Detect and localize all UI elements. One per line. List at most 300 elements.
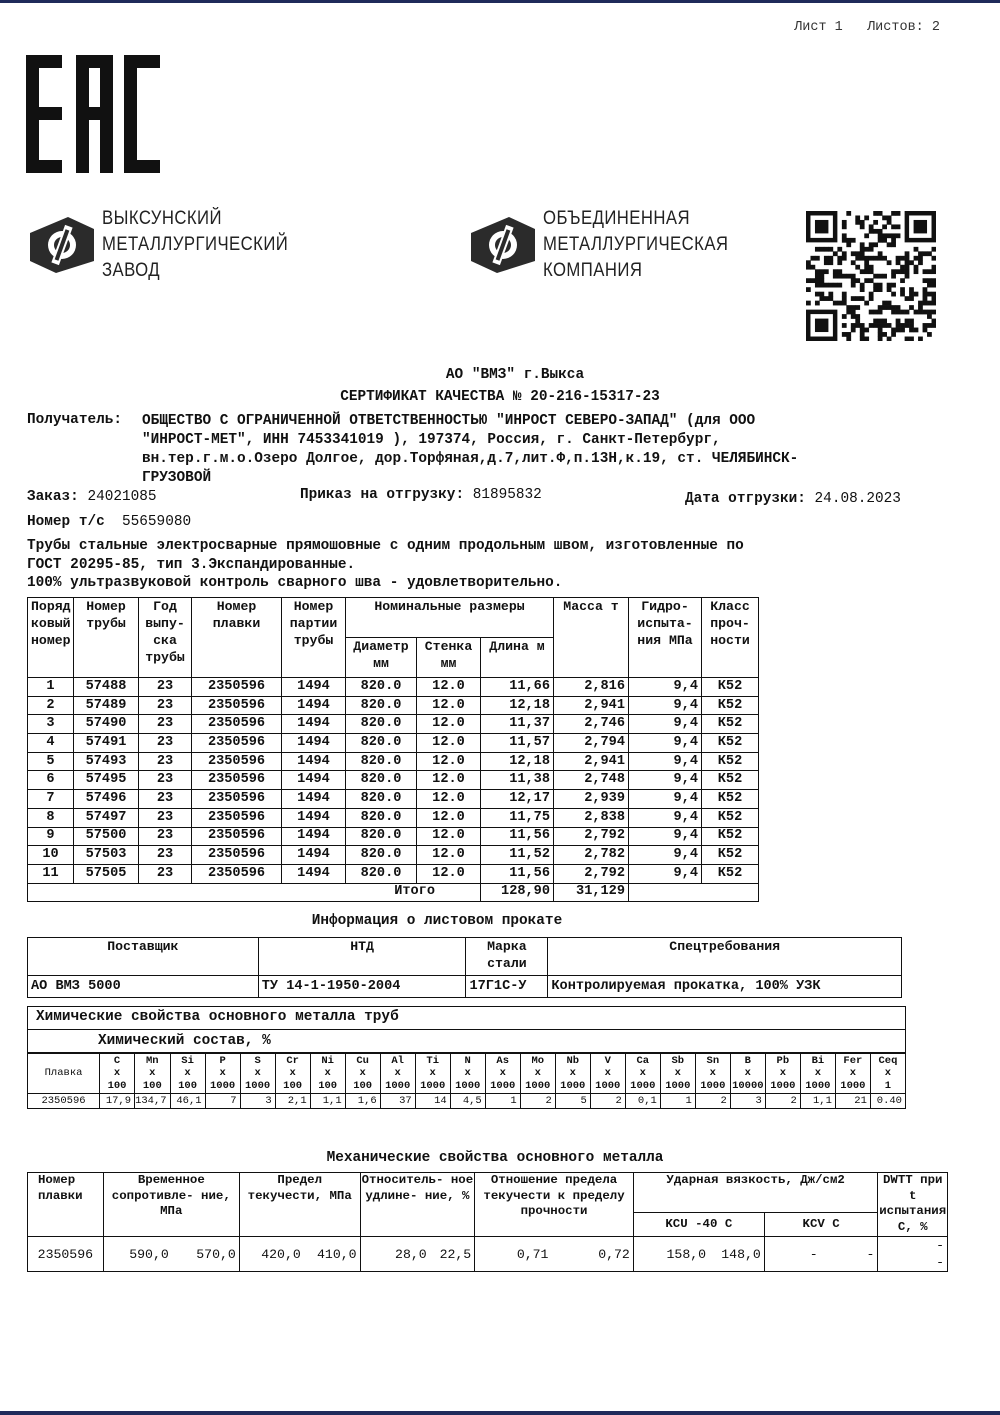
pipe-cell: К52 — [702, 696, 759, 715]
pipe-cell: К52 — [702, 715, 759, 734]
chem-element-el: Fer — [843, 1054, 863, 1067]
pipe-cell: К52 — [702, 808, 759, 827]
pipe-cell: 12.0 — [417, 864, 481, 883]
chem-element-value: 17,9 — [100, 1094, 135, 1109]
pipe-cell: 1494 — [282, 827, 346, 846]
pipe-cell: 820.0 — [346, 790, 417, 809]
sheet-counter — [794, 20, 940, 35]
chem-element-header — [415, 1054, 450, 1094]
pipe-cell: 2,941 — [554, 752, 629, 771]
chem-element-value: 2 — [695, 1094, 730, 1109]
chem-element-el: Si — [181, 1054, 194, 1067]
pipe-cell: 23 — [139, 864, 192, 883]
chem-element-value: 0,1 — [625, 1094, 660, 1109]
description-line-3: 100% ультразвуковой контроль сварного шва - удовлетворительно. — [27, 575, 563, 591]
chem-element-d: 1000 — [490, 1079, 516, 1092]
order-number — [27, 489, 157, 505]
chem-element-d: 100 — [318, 1079, 338, 1092]
mech-ratio-2: 0,72 — [551, 1237, 633, 1272]
pipe-cell: 1494 — [282, 752, 346, 771]
chem-title-box — [27, 1006, 906, 1030]
pipe-cell: 1494 — [282, 734, 346, 753]
col-header-diameter: Диаметр мм — [346, 638, 417, 678]
chem-element-header — [660, 1054, 695, 1094]
pipe-cell: 8 — [28, 808, 74, 827]
description-line-2: ГОСТ 20295-85, тип 3.Экспандированные. — [27, 556, 356, 573]
chem-element-d: 1000 — [595, 1079, 621, 1092]
pipe-cell: 12.0 — [417, 734, 481, 753]
pipe-cell: 57491 — [74, 734, 139, 753]
vmz-logo-text — [102, 206, 288, 284]
chem-element-value: 1,1 — [310, 1094, 345, 1109]
order-value: 24021085 — [87, 489, 157, 505]
pipe-cell: 12,17 — [481, 790, 554, 809]
col-header-num: Поряд ковый номер — [28, 598, 74, 678]
pipe-cell: 57505 — [74, 864, 139, 883]
chem-heat-header: Плавка — [28, 1054, 100, 1094]
chem-element-value: 5 — [555, 1094, 590, 1109]
chem-element-value: 2,1 — [275, 1094, 310, 1109]
recipient-line-3: вн.тер.г.м.о.Озеро Долгое, дор.Торфяная,д.7,лит.Ф,п.13Н,к.19, ст. ЧЕЛЯБИНСК- — [142, 451, 799, 467]
chem-element-x: x — [394, 1067, 401, 1080]
description-line-1: Трубы стальные электросварные прямошовные с одним продольным швом, изготовленные по — [27, 538, 744, 554]
sheet-special: Контролируемая прокатка, 100% УЗК — [548, 976, 902, 998]
pipes-table — [27, 597, 759, 902]
chem-element-header — [485, 1054, 520, 1094]
mech-header-impact: Ударная вязкость, Дж/см2 — [633, 1173, 878, 1213]
chem-element-value: 134,7 — [135, 1094, 171, 1109]
ship-date-label: Дата отгрузки: — [685, 491, 806, 507]
pipe-cell: 2,838 — [554, 808, 629, 827]
pipe-cell: 57489 — [74, 696, 139, 715]
chem-element-x: x — [324, 1067, 331, 1080]
mech-yield-2: 410,0 — [304, 1237, 360, 1272]
sheet-header-ntd: НТД — [258, 938, 466, 976]
chem-element-header — [520, 1054, 555, 1094]
pipe-cell: 2350596 — [192, 864, 282, 883]
pipe-cell: 2,792 — [554, 864, 629, 883]
pipe-cell: 11,75 — [481, 808, 554, 827]
pipe-cell: 2350596 — [192, 734, 282, 753]
chem-element-d: 100 — [283, 1079, 303, 1092]
pipe-cell: 11,38 — [481, 771, 554, 790]
chem-element-el: Mn — [146, 1054, 159, 1067]
chem-element-d: 1000 — [665, 1079, 691, 1092]
pipe-cell: 820.0 — [346, 846, 417, 865]
chem-element-header — [345, 1054, 380, 1094]
pipe-cell: 820.0 — [346, 734, 417, 753]
chem-element-header — [135, 1054, 171, 1094]
ship-order-label: Приказ на отгрузку: — [300, 487, 465, 503]
pipe-cell: 9,4 — [629, 715, 702, 734]
pipe-cell: 820.0 — [346, 808, 417, 827]
pipe-cell: 1494 — [282, 808, 346, 827]
pipe-cell: 820.0 — [346, 715, 417, 734]
pipe-cell: 820.0 — [346, 864, 417, 883]
pipe-cell: 2,748 — [554, 771, 629, 790]
pipe-cell: 9,4 — [629, 678, 702, 697]
sheet-total: Листов: 2 — [867, 20, 940, 35]
col-header-heat: Номер плавки — [192, 598, 282, 678]
pipe-cell: 1494 — [282, 696, 346, 715]
chem-element-x: x — [849, 1067, 857, 1080]
pipe-cell: 57497 — [74, 808, 139, 827]
chem-element-value: 7 — [205, 1094, 240, 1109]
pipe-cell: 12.0 — [417, 696, 481, 715]
recipient-line-4: ГРУЗОВОЙ — [142, 470, 212, 486]
pipe-cell: 23 — [139, 771, 192, 790]
pipe-cell: 12.0 — [417, 715, 481, 734]
pipe-cell: 9 — [28, 827, 74, 846]
pipe-cell: 57496 — [74, 790, 139, 809]
mech-header-kcv: KCV C — [764, 1213, 878, 1237]
pipe-row — [28, 864, 759, 883]
pipe-row — [28, 808, 759, 827]
pipe-cell: 2350596 — [192, 771, 282, 790]
chem-element-value: 1 — [485, 1094, 520, 1109]
pipe-row — [28, 752, 759, 771]
pipe-cell: 2350596 — [192, 846, 282, 865]
pipe-cell: 23 — [139, 715, 192, 734]
pipe-cell: К52 — [702, 827, 759, 846]
vehicle-label: Номер т/с — [27, 514, 105, 530]
col-header-mass: Масса т — [554, 598, 629, 678]
pipe-cell: 23 — [139, 696, 192, 715]
total-length: 128,90 — [481, 883, 554, 902]
pipe-cell: 57488 — [74, 678, 139, 697]
pipe-cell: 820.0 — [346, 752, 417, 771]
mech-header-tensile: Временное сопротивле- ние, МПа — [103, 1173, 239, 1237]
pipe-cell: 2350596 — [192, 715, 282, 734]
ship-date-value: 24.08.2023 — [814, 491, 901, 507]
sheet-header-grade: Марка стали — [466, 938, 548, 976]
chem-title: Химические свойства основного металла труб — [36, 1009, 399, 1025]
chem-element-x: x — [604, 1067, 611, 1080]
pipe-cell: 11 — [28, 864, 74, 883]
pipe-cell: 57500 — [74, 827, 139, 846]
pipe-cell: 12.0 — [417, 827, 481, 846]
chem-element-d: 1000 — [245, 1079, 271, 1092]
chem-element-el: S — [254, 1054, 261, 1067]
certificate-title: СЕРТИФИКАТ КАЧЕСТВА № 20-216-15317-23 — [340, 389, 660, 405]
pipe-cell: 2350596 — [192, 808, 282, 827]
pipes-total-row — [28, 883, 759, 902]
omk-logo-text — [543, 206, 728, 284]
chem-element-header — [450, 1054, 485, 1094]
pipe-cell: 2,794 — [554, 734, 629, 753]
chem-element-x: x — [639, 1067, 646, 1080]
eac-logo — [26, 55, 160, 178]
total-mass: 31,129 — [554, 883, 629, 902]
chem-element-value: 1 — [660, 1094, 695, 1109]
pipe-cell: 2350596 — [192, 752, 282, 771]
chem-element-el: Ti — [426, 1054, 439, 1067]
chem-element-d: 1000 — [770, 1079, 796, 1092]
sheet-supplier: АО ВМЗ 5000 — [28, 976, 259, 998]
pipe-cell: 5 — [28, 752, 74, 771]
mech-dwtt-2: - — [936, 1255, 944, 1270]
pipe-cell: 23 — [139, 827, 192, 846]
chem-element-x: x — [254, 1067, 261, 1080]
chem-element-d: 100 — [178, 1079, 198, 1092]
pipe-cell: 12,18 — [481, 696, 554, 715]
mech-header-kcu: KCU -40 C — [633, 1213, 764, 1237]
mech-tensile-2: 570,0 — [172, 1237, 240, 1272]
pipe-cell: 11,52 — [481, 846, 554, 865]
pipe-cell: 2,782 — [554, 846, 629, 865]
col-header-class: Класс проч- ности — [702, 598, 759, 678]
product-description — [27, 537, 744, 593]
sheet-header-special: Спецтребования — [548, 938, 902, 976]
pipe-row — [28, 715, 759, 734]
vmz-logo-line-1: ВЫКСУНСКИЙ — [102, 208, 222, 229]
mech-kcu-1: 158,0 — [633, 1237, 709, 1272]
chem-element-el: Bi — [811, 1054, 825, 1067]
pipe-cell: 57503 — [74, 846, 139, 865]
chem-element-el: Ceq — [878, 1054, 898, 1067]
chem-element-x: x — [534, 1067, 541, 1080]
recipient-line-1: ОБЩЕСТВО С ОГРАНИЧЕННОЙ ОТВЕТСТВЕННОСТЬЮ "ИНРОСТ СЕВЕРО-ЗАПАД" (для ООО — [142, 413, 756, 429]
chem-element-x: x — [359, 1067, 366, 1080]
mech-header-yield: Предел текучести, МПа — [239, 1173, 360, 1237]
chem-element-d: 1000 — [525, 1079, 551, 1092]
chem-subtitle: Химический состав, % — [98, 1033, 271, 1049]
chem-element-d: 1000 — [840, 1079, 866, 1092]
pipe-cell: 23 — [139, 790, 192, 809]
chem-element-header — [380, 1054, 415, 1094]
mech-elong-1: 28,0 — [360, 1237, 430, 1272]
pipe-cell: 9,4 — [629, 734, 702, 753]
recipient-label: Получатель: — [27, 412, 122, 428]
chem-element-value: 2 — [765, 1094, 800, 1109]
vehicle-value: 55659080 — [122, 514, 192, 530]
mech-elong-2: 22,5 — [430, 1237, 475, 1272]
pipe-cell: 1494 — [282, 678, 346, 697]
qr-code — [806, 211, 936, 346]
pipe-cell: 23 — [139, 846, 192, 865]
pipe-row — [28, 678, 759, 697]
chem-element-el: As — [496, 1054, 510, 1067]
mech-header-heat: Номер плавки — [28, 1173, 104, 1237]
mech-heat: 2350596 — [28, 1237, 104, 1272]
chem-element-x: x — [184, 1067, 191, 1080]
mech-header-elongation: Относитель- ное удлине- ние, % — [360, 1173, 475, 1237]
omk-logo-line-3: КОМПАНИЯ — [543, 260, 643, 281]
chem-element-header — [275, 1054, 310, 1094]
pipe-cell: 23 — [139, 734, 192, 753]
pipe-cell: 2350596 — [192, 696, 282, 715]
pipe-row — [28, 734, 759, 753]
total-label: Итого — [28, 883, 481, 902]
pipe-cell: 12.0 — [417, 808, 481, 827]
pipe-cell: 12.0 — [417, 678, 481, 697]
pipe-cell: 2350596 — [192, 827, 282, 846]
pipe-row — [28, 846, 759, 865]
pipe-cell: 11,56 — [481, 864, 554, 883]
pipe-cell: К52 — [702, 734, 759, 753]
chem-element-el: Cu — [356, 1054, 369, 1067]
mech-kcv-2: - — [821, 1237, 878, 1272]
chem-element-header — [170, 1054, 205, 1094]
omk-logo-line-1: ОБЪЕДИНЕННАЯ — [543, 208, 691, 229]
pipe-cell: 57490 — [74, 715, 139, 734]
chem-element-value: 2 — [590, 1094, 625, 1109]
col-header-hydro: Гидро- испыта- ния МПа — [629, 598, 702, 678]
col-header-year: Год выпу- ска трубы — [139, 598, 192, 678]
pipe-cell: 6 — [28, 771, 74, 790]
chem-element-x: x — [814, 1067, 822, 1080]
pipe-cell: 7 — [28, 790, 74, 809]
pipe-cell: 2,816 — [554, 678, 629, 697]
chem-element-header — [100, 1054, 135, 1094]
chem-element-value: 37 — [380, 1094, 415, 1109]
pipe-row — [28, 696, 759, 715]
pipe-cell: 12.0 — [417, 790, 481, 809]
pipes-table-body — [28, 678, 759, 884]
chem-element-value: 1,1 — [800, 1094, 835, 1109]
chem-element-el: P — [219, 1054, 226, 1067]
pipe-cell: 12.0 — [417, 846, 481, 865]
chem-element-value: 3 — [730, 1094, 765, 1109]
chem-element-x: x — [289, 1067, 296, 1080]
chem-element-d: 1000 — [630, 1079, 656, 1092]
vmz-logo-line-2: МЕТАЛЛУРГИЧЕСКИЙ — [102, 234, 289, 255]
chem-element-el: Ca — [636, 1054, 650, 1067]
chem-element-el: Mo — [531, 1054, 545, 1067]
pipe-cell: 1494 — [282, 771, 346, 790]
sheet-grade: 17Г1С-У — [466, 976, 548, 998]
sheet-header-supplier: Поставщик — [28, 938, 259, 976]
pipe-cell: 1494 — [282, 846, 346, 865]
col-header-batch: Номер партии трубы — [282, 598, 346, 678]
pipe-cell: 1494 — [282, 864, 346, 883]
pipe-cell: 12,18 — [481, 752, 554, 771]
chem-element-x: x — [744, 1067, 751, 1080]
vmz-logo-mark — [30, 215, 94, 280]
ship-order-value: 81895832 — [472, 487, 542, 503]
chem-element-d: 10000 — [732, 1079, 764, 1092]
chem-element-value: 14 — [415, 1094, 450, 1109]
pipe-cell: 1494 — [282, 715, 346, 734]
chem-element-el: Sb — [671, 1054, 685, 1067]
pipe-cell: 820.0 — [346, 827, 417, 846]
pipe-row — [28, 771, 759, 790]
chem-element-value: 3 — [240, 1094, 275, 1109]
sheet-ntd: ТУ 14-1-1950-2004 — [258, 976, 466, 998]
pipe-cell: 9,4 — [629, 846, 702, 865]
pipe-cell: 820.0 — [346, 696, 417, 715]
mech-ratio-1: 0,71 — [475, 1237, 552, 1272]
mech-row — [28, 1237, 948, 1272]
chem-element-header — [205, 1054, 240, 1094]
mech-header-ratio: Отношение предела текучести к пределу прочности — [475, 1173, 634, 1237]
pipe-cell: К52 — [702, 846, 759, 865]
total-empty — [629, 883, 759, 902]
col-header-nominal: Номинальные размеры — [346, 598, 554, 638]
pipe-cell: 820.0 — [346, 771, 417, 790]
recipient-line-2: "ИНРОСТ-МЕТ", ИНН 7453341019 ), 197374, Россия, г. Санкт-Петербург, — [142, 432, 721, 448]
omk-logo-line-2: МЕТАЛЛУРГИЧЕСКАЯ — [543, 234, 729, 255]
chem-element-header — [240, 1054, 275, 1094]
chem-element-x: x — [149, 1067, 156, 1080]
mech-dwtt — [878, 1237, 948, 1272]
mech-title: Механические свойства основного металла — [326, 1150, 664, 1166]
chem-element-header — [800, 1054, 835, 1094]
chem-element-el: Ni — [321, 1054, 334, 1067]
chem-element-d: 1000 — [420, 1079, 446, 1092]
pipe-cell: К52 — [702, 678, 759, 697]
pipe-cell: 4 — [28, 734, 74, 753]
recipient-block — [142, 412, 798, 488]
chem-element-d: 1000 — [455, 1079, 481, 1092]
pipe-cell: 11,37 — [481, 715, 554, 734]
pipe-cell: 23 — [139, 752, 192, 771]
chem-element-header — [835, 1054, 870, 1094]
pipe-cell: 12.0 — [417, 771, 481, 790]
pipe-cell: 9,4 — [629, 790, 702, 809]
shipment-order — [300, 487, 542, 503]
chem-element-el: Nb — [566, 1054, 580, 1067]
chem-element-el: Sn — [706, 1054, 720, 1067]
chem-element-el: V — [604, 1054, 611, 1067]
pipe-cell: 10 — [28, 846, 74, 865]
chem-element-d: 1000 — [209, 1079, 236, 1092]
pipe-cell: 1 — [28, 678, 74, 697]
chem-element-x: x — [779, 1067, 786, 1080]
mech-kcu-2: 148,0 — [709, 1237, 764, 1272]
vmz-logo-line-3: ЗАВОД — [102, 260, 161, 281]
order-label: Заказ: — [27, 489, 79, 505]
pipe-cell: 2 — [28, 696, 74, 715]
chem-element-x: x — [429, 1067, 436, 1080]
sheet-info-table — [27, 937, 902, 998]
pipe-cell: 820.0 — [346, 678, 417, 697]
pipe-cell: 11,66 — [481, 678, 554, 697]
pipe-cell: 9,4 — [629, 752, 702, 771]
chem-element-el: C — [113, 1054, 121, 1067]
chem-element-x: x — [569, 1067, 576, 1080]
company-name: АО "ВМЗ" г.Выкса — [445, 367, 585, 383]
mech-dwtt-1: - — [936, 1238, 944, 1253]
chem-element-value: 0.40 — [870, 1094, 905, 1109]
mech-kcv-1: - — [764, 1237, 820, 1272]
chem-element-el: Cr — [286, 1054, 299, 1067]
mech-table — [27, 1172, 948, 1272]
chem-element-value: 4,5 — [450, 1094, 485, 1109]
chem-element-d: 1000 — [560, 1079, 586, 1092]
pipe-cell: 2,941 — [554, 696, 629, 715]
pipe-cell: К52 — [702, 790, 759, 809]
chem-element-el: B — [744, 1054, 751, 1067]
pipe-cell: 9,4 — [629, 808, 702, 827]
pipe-cell: 9,4 — [629, 864, 702, 883]
pipe-cell: 11,56 — [481, 827, 554, 846]
pipe-cell: 2,746 — [554, 715, 629, 734]
pipe-cell: 9,4 — [629, 696, 702, 715]
mech-tensile-1: 590,0 — [103, 1237, 172, 1272]
pipe-cell: 12.0 — [417, 752, 481, 771]
chem-element-header — [870, 1054, 905, 1094]
shipment-date — [685, 491, 901, 507]
chem-heat-value: 2350596 — [28, 1094, 100, 1109]
chem-element-x: x — [884, 1067, 892, 1080]
mech-header-dwtt: DWTT при t испытания C, % — [878, 1173, 948, 1237]
pipe-row — [28, 790, 759, 809]
chem-element-value: 2 — [520, 1094, 555, 1109]
chem-element-x: x — [464, 1067, 471, 1080]
pipe-cell: 9,4 — [629, 827, 702, 846]
chem-element-d: 1 — [884, 1079, 892, 1092]
